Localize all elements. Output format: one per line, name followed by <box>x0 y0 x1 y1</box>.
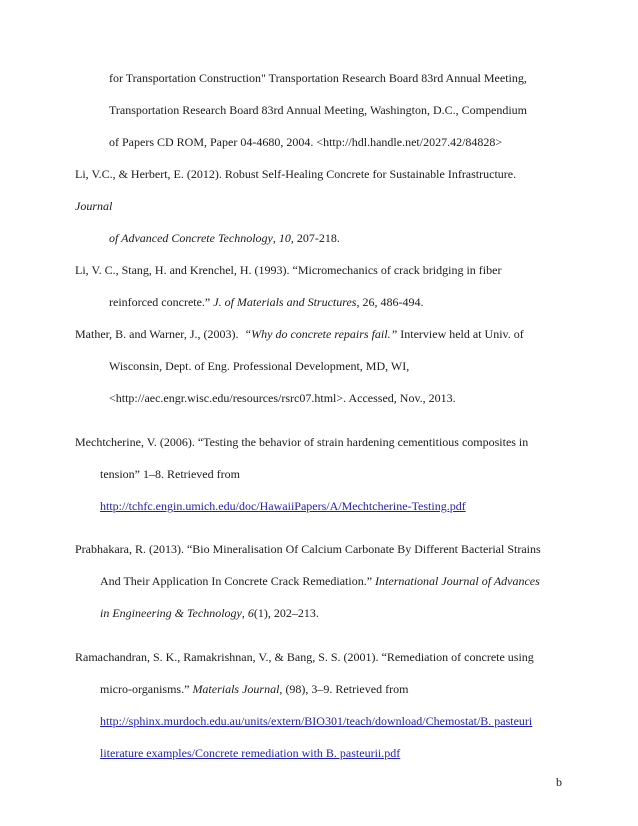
reference-line: Mechtcherine, V. (2006). “Testing the behavior of strain hardening cementitious composites in <box>75 435 529 449</box>
separator: , <box>272 231 279 245</box>
separator: , <box>241 606 248 620</box>
pages: (1), 202–213. <box>253 606 319 620</box>
volume: 6 <box>247 606 254 620</box>
reference-link[interactable]: http://sphinx.murdoch.edu.au/units/extern/BIO301/teach/download/Chemostat/B. pasteuri <box>100 714 533 728</box>
reference-line: Li, V. C., Stang, H. and Krenchel, H. (1993). “Micromechanics of crack bridging in fiber <box>75 263 502 277</box>
pages: , 207-218. <box>290 231 340 245</box>
reference-line: Journal <box>75 199 113 213</box>
reference-link[interactable]: http://tchfc.engin.umich.edu/doc/HawaiiPapers/A/Mechtcherine-Testing.pdf <box>100 499 466 513</box>
text: And Their Application In Concrete Crack Remediation.” <box>100 574 376 588</box>
reference-line: Prabhakara, R. (2013). “Bio Mineralisation Of Calcium Carbonate By Different Bacterial Strains <box>75 542 541 556</box>
text: Mather, B. and Warner, J., (2003). <box>75 327 245 341</box>
reference-line <box>100 682 408 696</box>
journal-title: International Journal of Advances <box>375 574 540 588</box>
journal-title: Materials Journal, <box>192 682 283 696</box>
reference-line: tension” 1–8. Retrieved from <box>100 467 240 481</box>
reference-line: Wisconsin, Dept. of Eng. Professional Development, MD, WI, <box>109 359 410 373</box>
reference-line <box>100 606 319 620</box>
text: reinforced concrete.” <box>109 295 214 309</box>
reference-line: of Papers CD ROM, Paper 04-4680, 2004. <http://hdl.handle.net/2027.42/84828> <box>109 135 503 149</box>
reference-line <box>109 231 340 245</box>
reference-line <box>109 295 423 309</box>
reference-line: Transportation Research Board 83rd Annual Meeting, Washington, D.C., Compendium <box>109 103 527 117</box>
reference-line <box>75 327 524 341</box>
text: Interview held at Univ. of <box>397 327 524 341</box>
pages: , 26, 486-494. <box>356 295 424 309</box>
reference-line <box>100 574 540 588</box>
reference-link[interactable]: literature examples/Concrete remediation with B. pasteurii.pdf <box>100 746 401 760</box>
article-title: “Why do concrete repairs fail.” <box>244 327 398 341</box>
reference-line: Ramachandran, S. K., Ramakrishnan, V., & Bang, S. S. (2001). “Remediation of concrete using <box>75 650 534 664</box>
page-number: b <box>556 775 562 789</box>
reference-line: <http://aec.engr.wisc.edu/resources/rsrc07.html>. Accessed, Nov., 2013. <box>109 391 456 405</box>
journal-title: in Engineering & Technology <box>100 606 242 620</box>
text: (98), 3–9. Retrieved from <box>282 682 409 696</box>
reference-line: for Transportation Construction" Transportation Research Board 83rd Annual Meeting, <box>109 71 527 85</box>
journal-title: J. of Materials and Structures <box>213 295 357 309</box>
text: micro-organisms.” <box>100 682 193 696</box>
journal-title: of Advanced Concrete Technology <box>109 231 273 245</box>
reference-line: Li, V.C., & Herbert, E. (2012). Robust Self-Healing Concrete for Sustainable Infrastructure. <box>75 167 517 181</box>
volume: 10 <box>278 231 291 245</box>
